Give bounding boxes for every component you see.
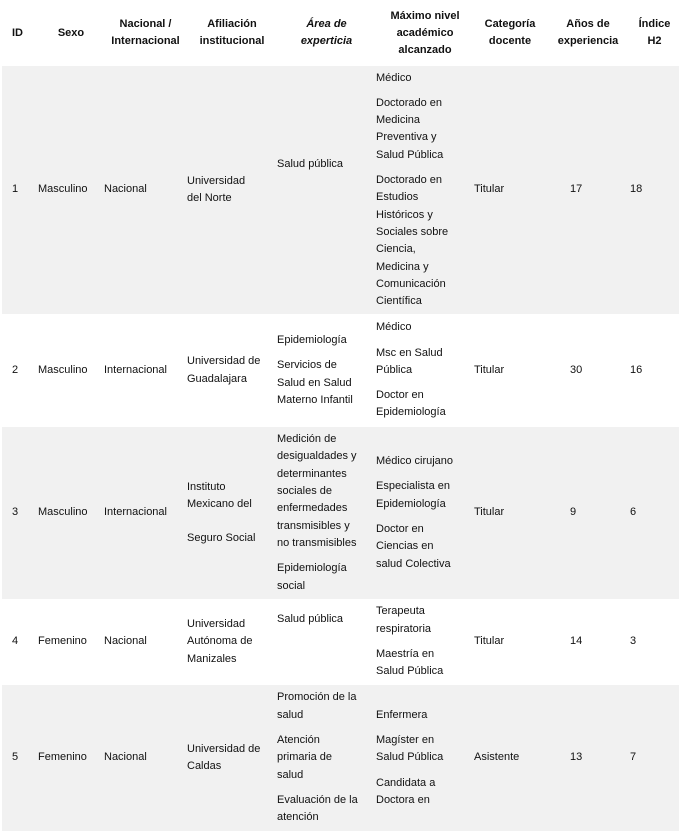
degree-entry	[376, 707, 471, 724]
academic-profile-table	[2, 0, 679, 831]
header-id: ID	[2, 0, 38, 66]
degree-entry	[376, 319, 471, 336]
cell-sexo: Femenino	[38, 685, 104, 831]
header-indice	[630, 0, 679, 66]
area-entry	[277, 332, 373, 349]
cell-id: 5	[2, 685, 38, 831]
cell-afiliacion	[187, 599, 277, 685]
cell-area	[277, 66, 376, 314]
cell-text: Ciencia,	[376, 243, 416, 256]
cell-sexo: Masculino	[38, 427, 104, 599]
cell-text: Doctor en	[376, 523, 424, 535]
table-row	[2, 685, 679, 831]
cell-nacional: Nacional	[104, 599, 187, 685]
cell-text: Estudios	[376, 191, 419, 204]
area-entry	[277, 792, 373, 827]
table-row	[2, 66, 679, 314]
header-categoria	[474, 0, 546, 66]
cell-anios: 14	[546, 599, 630, 685]
cell-text: desigualdades y	[277, 450, 357, 463]
cell-text: enfermedades	[277, 502, 348, 515]
cell-anios: 17	[546, 66, 630, 314]
cell-text: Mexicano del	[187, 497, 252, 510]
degree-entry	[376, 521, 471, 573]
cell-text: Preventiva y	[376, 131, 437, 144]
cell-id: 2	[2, 314, 38, 427]
cell-spacer	[187, 513, 274, 530]
cell-text: Salud pública	[277, 158, 344, 170]
cell-text: Universidad	[187, 618, 246, 631]
header-area	[277, 0, 376, 66]
header-text: Categoría	[484, 18, 536, 30]
cell-afiliacion	[187, 66, 277, 314]
cell-text: Comunicación	[376, 277, 446, 290]
cell-id: 1	[2, 66, 38, 314]
cell-text: atención	[277, 811, 319, 824]
cell-indice: 7	[630, 685, 679, 831]
cell-nacional: Nacional	[104, 685, 187, 831]
cell-text: Doctor en	[376, 389, 424, 402]
degree-entry	[376, 387, 471, 422]
cell-text: Doctorado en	[376, 96, 443, 109]
degree-entry	[376, 453, 471, 470]
cell-nivel	[376, 66, 474, 314]
cell-text: Medicina y	[376, 260, 429, 273]
cell-text: Doctora en	[376, 793, 430, 806]
cell-text: salud	[277, 708, 304, 721]
header-sexo: Sexo	[38, 0, 104, 66]
cell-text: Enfermera	[376, 708, 428, 721]
cell-text: Históricos y	[376, 208, 433, 221]
cell-text: Manizales	[187, 652, 237, 665]
cell-area	[277, 314, 376, 427]
cell-text: Caldas	[187, 760, 222, 772]
cell-text: determinantes	[277, 467, 347, 480]
cell-text: Evaluación de la	[277, 793, 358, 806]
degree-entry	[376, 603, 471, 638]
cell-id: 3	[2, 427, 38, 599]
table-row	[2, 427, 679, 599]
cell-text: Salud Pública	[376, 665, 444, 678]
cell-text: Salud pública	[277, 613, 344, 625]
cell-text: Autónoma de	[187, 635, 253, 648]
header-row	[2, 0, 679, 66]
cell-id: 4	[2, 599, 38, 685]
header-text: Años de	[566, 18, 610, 30]
cell-text: Universidad	[187, 174, 246, 187]
cell-text: Doctorado en	[376, 174, 443, 187]
header-text: Nacional /	[119, 18, 172, 30]
table-row	[2, 314, 679, 427]
cell-text: salud Colectiva	[376, 557, 451, 570]
degree-entry	[376, 478, 471, 513]
cell-text: primaria de	[277, 751, 333, 764]
cell-text: Medicina	[376, 114, 421, 127]
cell-text: Médico cirujano	[376, 455, 454, 468]
cell-categoria: Titular	[474, 599, 546, 685]
cell-text: Atención	[277, 734, 320, 747]
cell-anios: 13	[546, 685, 630, 831]
header-text: Máximo nivel	[390, 9, 460, 22]
cell-text: Epidemiología	[376, 497, 446, 510]
cell-text: social	[277, 579, 306, 592]
cell-area	[277, 427, 376, 599]
cell-text: Magíster en	[376, 734, 435, 747]
cell-nacional: Nacional	[104, 66, 187, 314]
cell-text: del Norte	[187, 192, 232, 204]
cell-text: Servicios de	[277, 359, 337, 372]
cell-text: Ciencias en	[376, 540, 434, 553]
header-text: experiencia	[557, 35, 619, 47]
header-nacional	[104, 0, 187, 66]
cell-area	[277, 599, 376, 685]
cell-text: Materno Infantil	[277, 393, 353, 406]
area-entry	[277, 732, 373, 784]
cell-afiliacion	[187, 685, 277, 831]
cell-text: Científica	[376, 295, 422, 308]
table-row	[2, 599, 679, 685]
cell-nivel	[376, 599, 474, 685]
header-text: Índice	[638, 18, 671, 30]
degree-entry	[376, 172, 471, 310]
cell-text: salud	[277, 768, 304, 781]
cell-text: Epidemiología	[277, 333, 347, 346]
cell-categoria: Titular	[474, 66, 546, 314]
cell-text: Guadalajara	[187, 372, 247, 385]
cell-text: Universidad de	[187, 742, 261, 755]
cell-sexo: Femenino	[38, 599, 104, 685]
cell-nivel	[376, 427, 474, 599]
cell-text: Médico	[376, 321, 412, 334]
header-text: experticia	[300, 35, 353, 47]
degree-entry	[376, 95, 471, 164]
header-text: H2	[647, 35, 662, 47]
cell-text: Candidata a	[376, 776, 436, 789]
cell-text: Salud Pública	[376, 148, 444, 161]
cell-text: Sociales sobre	[376, 225, 449, 238]
area-entry	[277, 357, 373, 409]
header-text: Área de	[306, 18, 347, 30]
cell-indice: 6	[630, 427, 679, 599]
cell-anios: 9	[546, 427, 630, 599]
header-text: docente	[488, 35, 532, 47]
cell-text: no transmisibles	[277, 536, 357, 549]
degree-entry	[376, 775, 471, 810]
cell-sexo: Masculino	[38, 314, 104, 427]
cell-text: Universidad de	[187, 355, 261, 368]
cell-categoria: Asistente	[474, 685, 546, 831]
cell-categoria: Titular	[474, 427, 546, 599]
header-nivel	[376, 0, 474, 66]
area-entry	[277, 560, 373, 595]
cell-text: respiratoria	[376, 622, 432, 635]
cell-anios: 30	[546, 314, 630, 427]
cell-text: Promoción de la	[277, 691, 357, 704]
cell-text: Salud Pública	[376, 751, 444, 764]
cell-text: Especialista en	[376, 480, 450, 493]
cell-nivel	[376, 685, 474, 831]
header-afiliacion	[187, 0, 277, 66]
header-text: Afiliación	[207, 18, 257, 30]
degree-entry	[376, 646, 471, 681]
cell-indice: 3	[630, 599, 679, 685]
cell-text: Medición de	[277, 433, 337, 446]
cell-text: transmisibles y	[277, 519, 350, 532]
cell-nacional: Internacional	[104, 427, 187, 599]
degree-entry	[376, 70, 471, 87]
cell-indice: 18	[630, 66, 679, 314]
cell-afiliacion	[187, 314, 277, 427]
header-text: Internacional	[111, 35, 180, 47]
cell-nacional: Internacional	[104, 314, 187, 427]
header-text: alcanzado	[398, 43, 452, 56]
header-anios	[546, 0, 630, 66]
header-text: institucional	[199, 35, 265, 47]
cell-afiliacion	[187, 427, 277, 599]
cell-indice: 16	[630, 314, 679, 427]
cell-text: Instituto	[187, 480, 226, 493]
cell-text: sociales de	[277, 485, 333, 498]
area-entry	[277, 689, 373, 724]
cell-text: Maestría en	[376, 648, 435, 660]
cell-text: Médico	[376, 71, 412, 84]
cell-categoria: Titular	[474, 314, 546, 427]
cell-nivel	[376, 314, 474, 427]
cell-area	[277, 685, 376, 831]
degree-entry	[376, 345, 471, 380]
cell-text: Pública	[376, 363, 413, 376]
cell-text: Terapeuta	[376, 605, 425, 618]
cell-text: Seguro Social	[187, 532, 256, 545]
cell-text: Epidemiología	[277, 562, 347, 575]
cell-text: Msc en Salud	[376, 346, 443, 359]
cell-text: Salud en Salud	[277, 376, 352, 389]
cell-sexo: Masculino	[38, 66, 104, 314]
area-entry	[277, 431, 373, 552]
cell-text: Epidemiología	[376, 406, 446, 419]
degree-entry	[376, 732, 471, 767]
header-text: académico	[396, 26, 454, 39]
